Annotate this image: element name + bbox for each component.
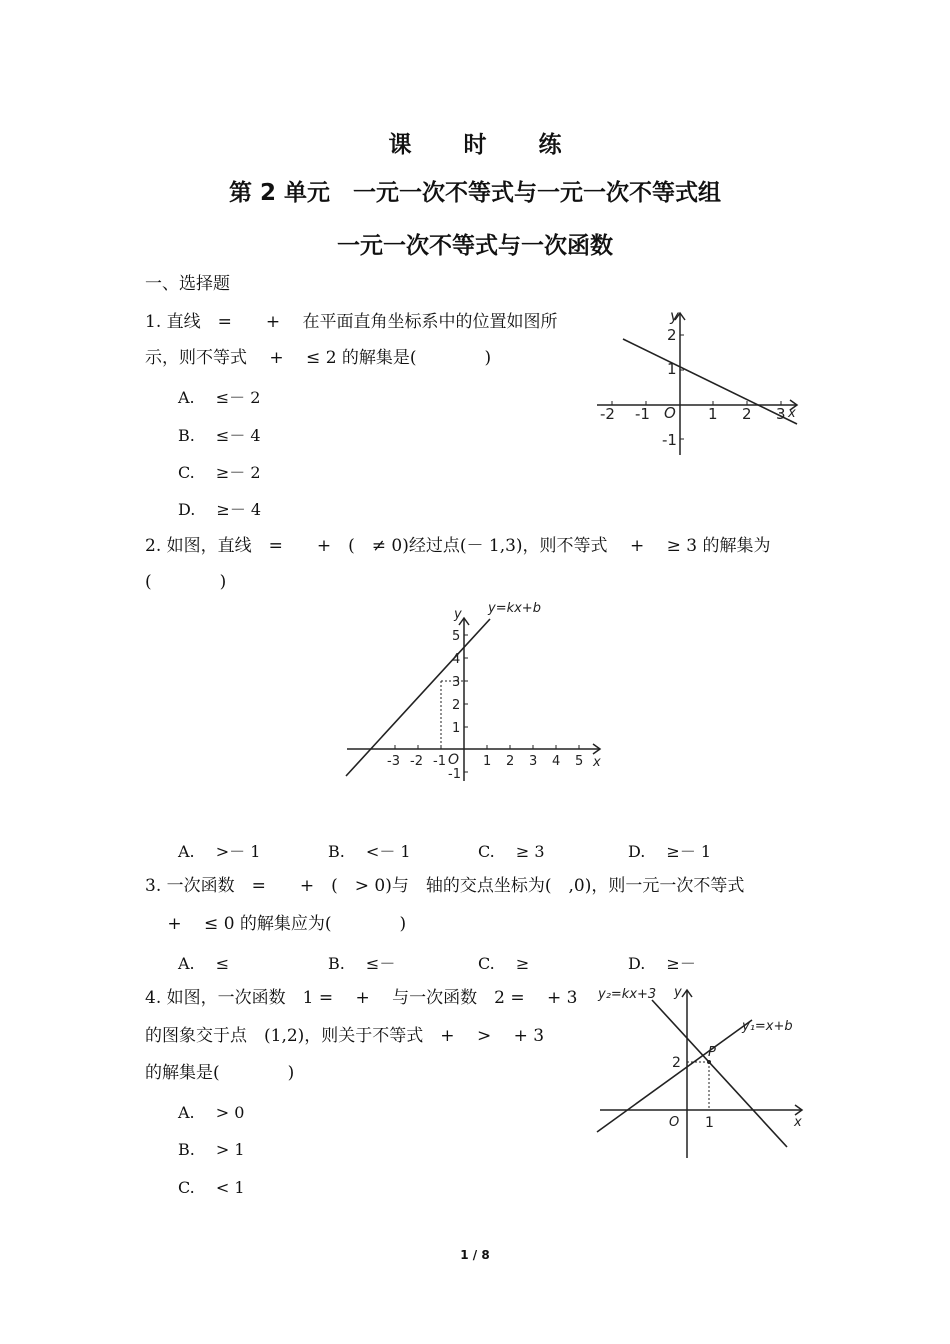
x-label: x	[794, 1115, 802, 1130]
x-tick: -1	[635, 405, 650, 423]
origin-label: O	[664, 404, 676, 422]
line2-label: y₂=kx+3	[598, 987, 657, 1002]
x-tick: 5	[575, 754, 584, 769]
x-tick: 1	[705, 1115, 714, 1131]
y-label: y	[670, 307, 679, 325]
q1-option-c: C. ≥－ 2	[178, 463, 261, 482]
x-label: x	[788, 406, 796, 421]
y-tick: 4	[452, 652, 461, 667]
origin-label: O	[669, 1115, 680, 1130]
q4-option-a: A. > 0	[178, 1103, 245, 1122]
unit-title: 第 2 单元 一元一次不等式与一元一次不等式组	[228, 180, 722, 206]
q1-option-a: A. ≤－ 2	[178, 388, 261, 407]
y-tick: 1	[452, 721, 461, 736]
q4-line1: 4. 如图，一次函数 1 = + 与一次函数 2 = + 3	[145, 988, 578, 1008]
q2-option-a: A. >－ 1	[178, 842, 261, 861]
q1-graph	[592, 305, 807, 460]
q2-line1: 2. 如图，直线 = + ( ≠ 0)经过点(－ 1,3)，则不等式 + ≥ 3 的解集为	[145, 536, 771, 556]
q4-graph	[592, 982, 810, 1162]
y-tick: 2	[452, 698, 461, 713]
x-tick: -3	[387, 754, 400, 769]
origin-label: O	[448, 752, 460, 768]
x-tick: 3	[776, 405, 786, 423]
q1-line1: 1. 直线 = + 在平面直角坐标系中的位置如图所	[145, 312, 558, 332]
line1-label: y₁=x+b	[742, 1019, 793, 1034]
q3-line1: 3. 一次函数 = + ( > 0)与 轴的交点坐标为( ,0)，则一元一次不等式	[145, 876, 745, 896]
q3-option-d: D. ≥－	[628, 954, 696, 973]
x-tick: -2	[410, 754, 423, 769]
y-tick: 3	[452, 675, 461, 690]
q4-option-b: B. > 1	[178, 1140, 245, 1159]
y-label: y	[454, 607, 462, 622]
y-tick: 2	[672, 1055, 681, 1071]
y-tick: 2	[667, 326, 677, 344]
q1-option-d: D. ≥－ 4	[178, 500, 262, 519]
point-label: P	[708, 1045, 716, 1060]
x-tick: 4	[552, 754, 561, 769]
q1-option-b: B. ≤－ 4	[178, 426, 261, 445]
q4-line2: 的图象交于点 (1,2)，则关于不等式 + > + 3	[145, 1026, 545, 1046]
q3-option-b: B. ≤－	[328, 954, 396, 973]
y-tick: 1	[667, 360, 677, 378]
y-tick: 5	[452, 629, 461, 644]
x-tick: 2	[506, 754, 515, 769]
intersection-point	[707, 1060, 711, 1064]
line-label: y=kx+b	[488, 601, 541, 616]
q3-option-c: C. ≥	[478, 954, 530, 973]
x-tick: -1	[433, 754, 446, 769]
q2-option-b: B. <－ 1	[328, 842, 411, 861]
x-tick: 3	[529, 754, 538, 769]
x-tick: -2	[600, 405, 615, 423]
q2-option-d: D. ≥－ 1	[628, 842, 712, 861]
page-number: 1 / 8	[460, 1248, 490, 1262]
q2-line2: ( )	[145, 572, 227, 592]
q4-line3: 的解集是( )	[145, 1063, 295, 1083]
graph-line	[346, 619, 490, 776]
y-label: y	[674, 985, 682, 1000]
q3-option-a: A. ≤	[178, 954, 230, 973]
q2-graph	[342, 596, 612, 788]
x-tick: 1	[483, 754, 492, 769]
y-tick: -1	[662, 431, 677, 449]
y-tick: -1	[448, 767, 461, 782]
q4-option-c: C. < 1	[178, 1178, 245, 1197]
q2-option-c: C. ≥ 3	[478, 842, 545, 861]
x-tick: 2	[742, 405, 752, 423]
x-tick: 1	[708, 405, 718, 423]
doc-title: 课 时 练	[388, 132, 584, 158]
x-label: x	[593, 755, 601, 770]
q1-line2: 示，则不等式 + ≤ 2 的解集是( )	[145, 348, 492, 368]
lesson-title: 一元一次不等式与一次函数	[337, 233, 613, 259]
section-heading: 一、选择题	[145, 274, 230, 294]
q3-line2: + ≤ 0 的解集应为( )	[145, 914, 407, 934]
